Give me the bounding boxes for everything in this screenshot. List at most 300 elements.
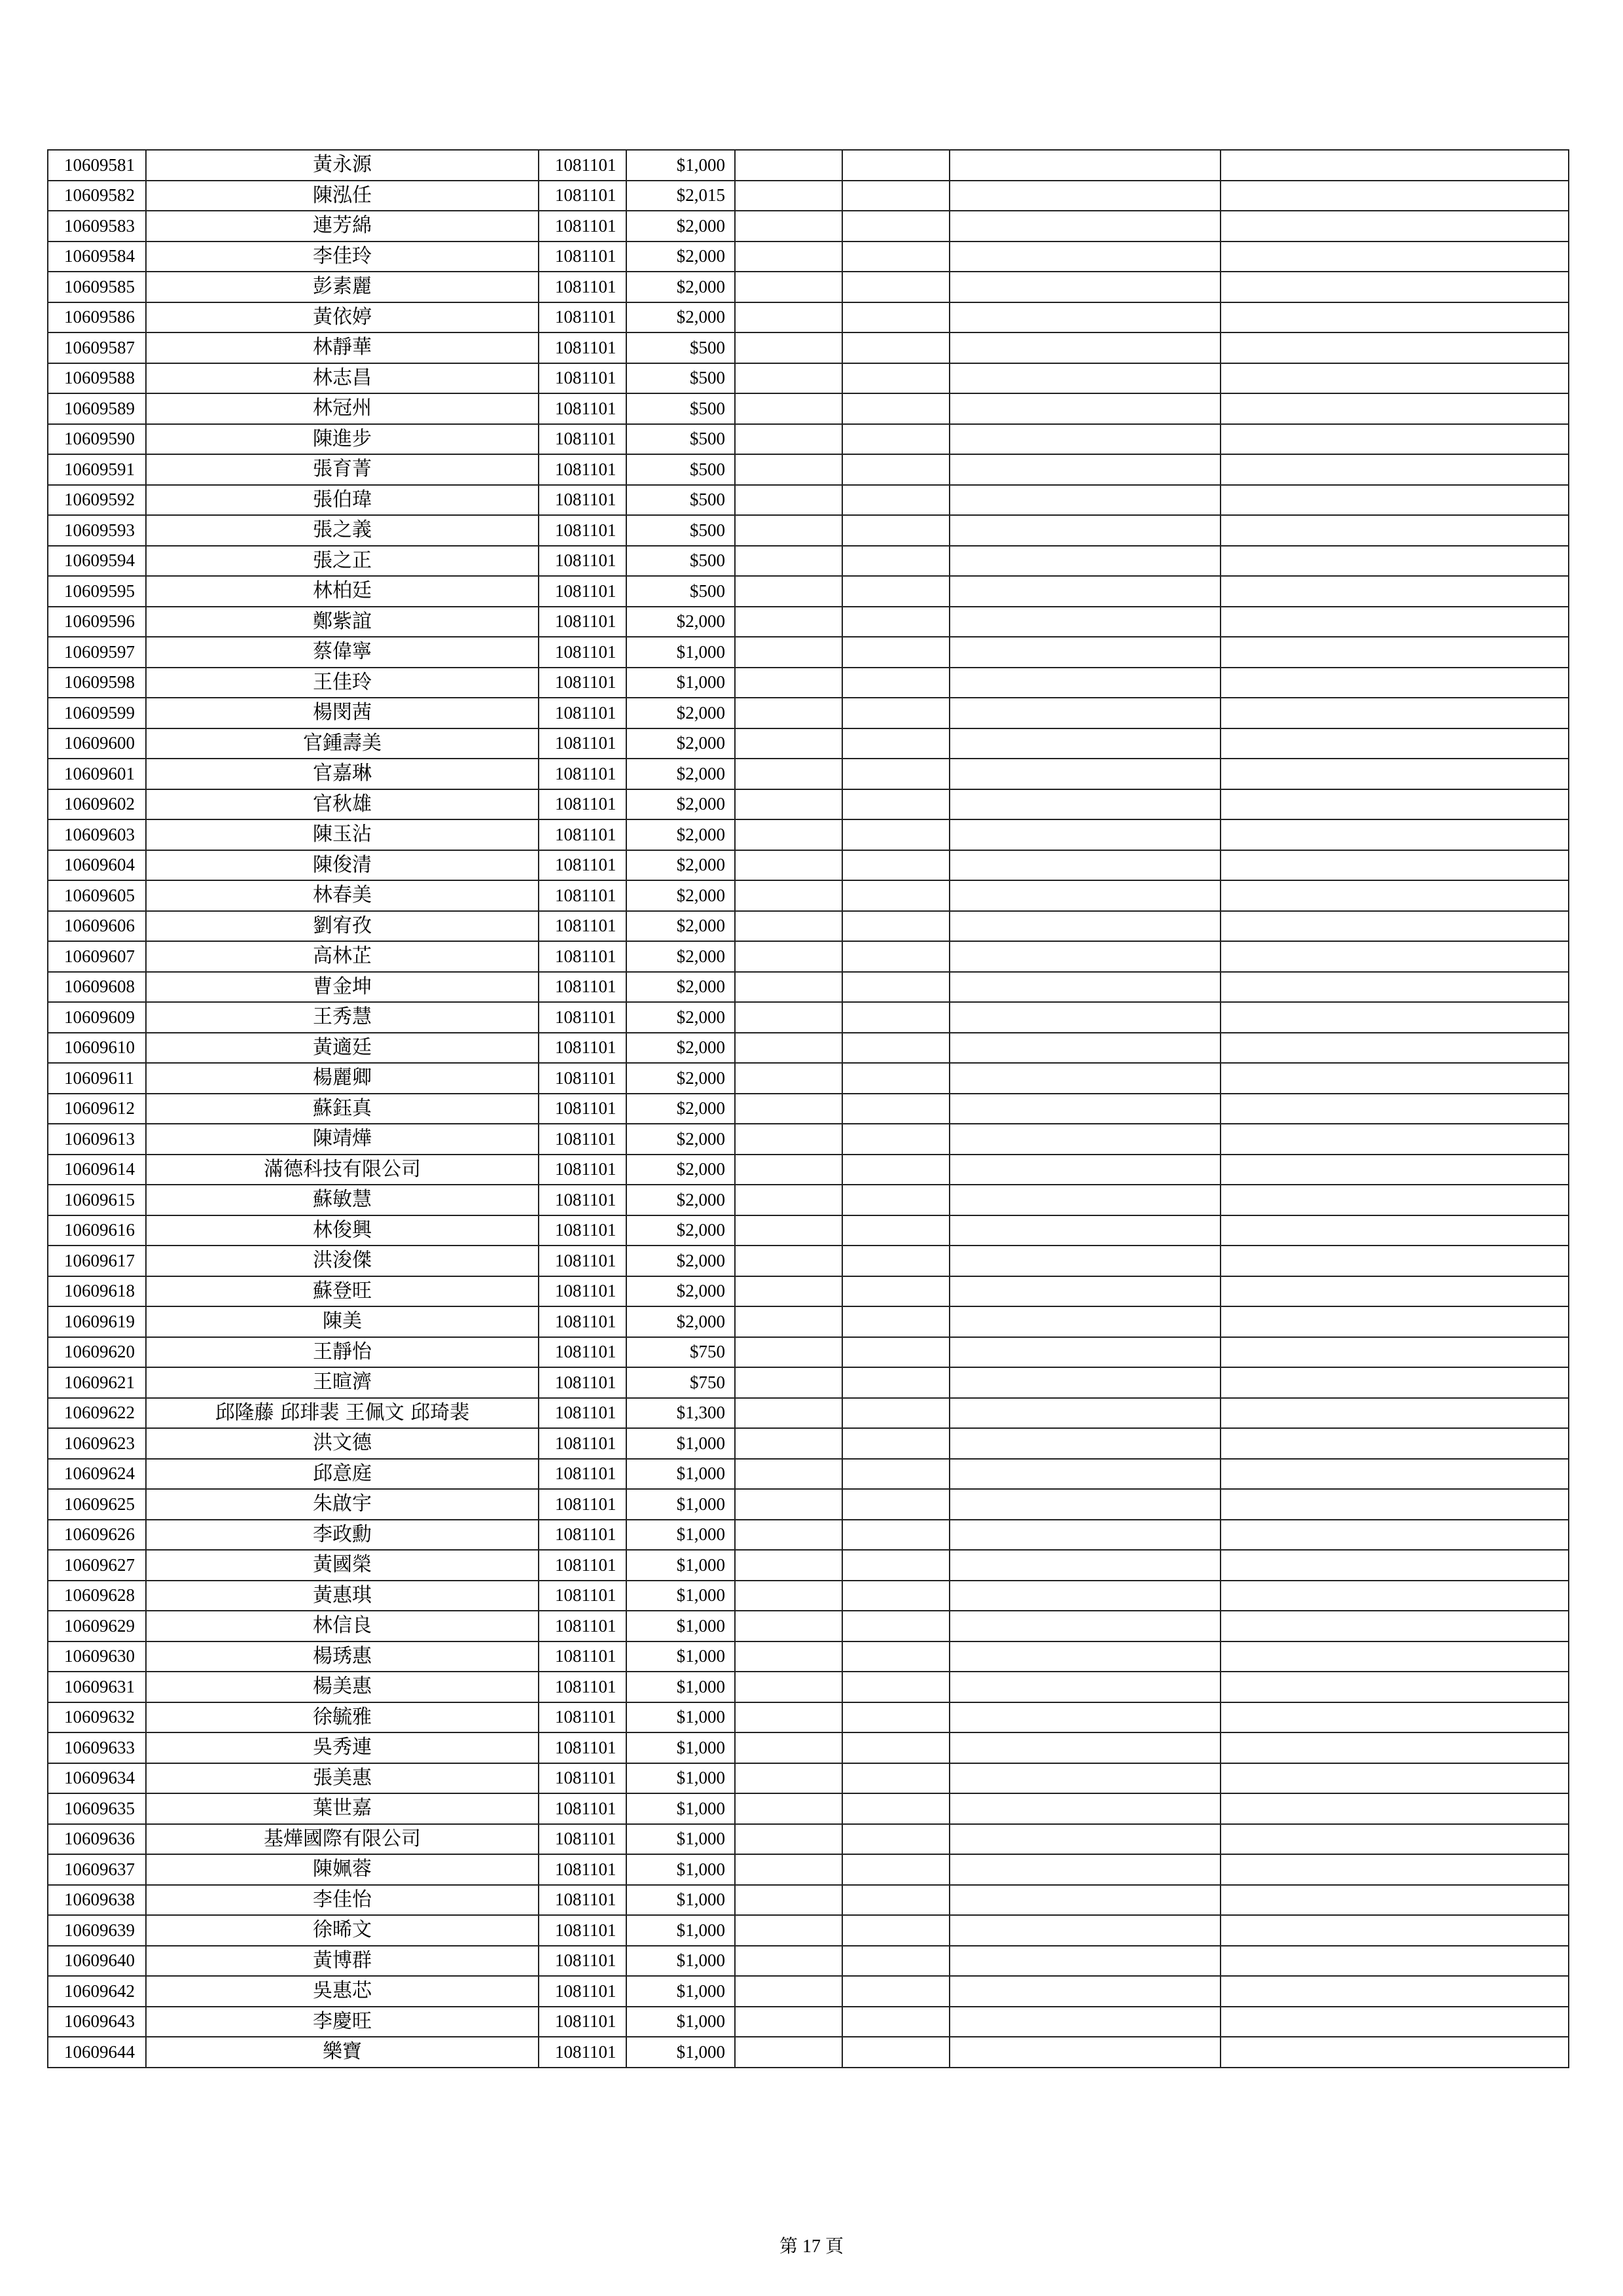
table-row bbox=[48, 637, 1569, 668]
amount-cell: $1,000 bbox=[626, 1520, 735, 1551]
empty-cell bbox=[842, 546, 950, 577]
donor-name-cell: 高林芷 bbox=[146, 941, 539, 972]
empty-cell bbox=[842, 1276, 950, 1307]
empty-cell bbox=[950, 668, 1221, 698]
empty-cell bbox=[950, 637, 1221, 668]
receipt-number-cell: 10609619 bbox=[48, 1306, 146, 1337]
amount-cell: $2,000 bbox=[626, 1185, 735, 1215]
receipt-number-cell: 10609626 bbox=[48, 1520, 146, 1551]
date-cell: 1081101 bbox=[539, 1276, 626, 1307]
empty-cell bbox=[842, 941, 950, 972]
empty-cell bbox=[1221, 332, 1569, 363]
donor-name-cell: 官秋雄 bbox=[146, 789, 539, 820]
empty-cell bbox=[842, 1063, 950, 1094]
empty-cell bbox=[1221, 1337, 1569, 1368]
donor-name-cell: 劉宥孜 bbox=[146, 911, 539, 942]
empty-cell bbox=[950, 1002, 1221, 1033]
receipt-number-cell: 10609590 bbox=[48, 424, 146, 455]
empty-cell bbox=[842, 759, 950, 789]
donor-name-cell: 陳玉沾 bbox=[146, 819, 539, 850]
empty-cell bbox=[842, 454, 950, 485]
table-row bbox=[48, 1398, 1569, 1429]
empty-cell bbox=[735, 211, 842, 242]
empty-cell bbox=[735, 576, 842, 607]
empty-cell bbox=[842, 1124, 950, 1155]
empty-cell bbox=[950, 1581, 1221, 1611]
empty-cell bbox=[735, 728, 842, 759]
table-row bbox=[48, 546, 1569, 577]
donor-name-cell: 張之義 bbox=[146, 515, 539, 546]
donor-name-cell: 張之正 bbox=[146, 546, 539, 577]
empty-cell bbox=[950, 576, 1221, 607]
amount-cell: $2,000 bbox=[626, 1124, 735, 1155]
empty-cell bbox=[842, 485, 950, 516]
table-row bbox=[48, 393, 1569, 424]
empty-cell bbox=[735, 607, 842, 637]
empty-cell bbox=[950, 1611, 1221, 1641]
date-cell: 1081101 bbox=[539, 637, 626, 668]
table-row bbox=[48, 607, 1569, 637]
amount-cell: $1,000 bbox=[626, 1732, 735, 1763]
empty-cell bbox=[950, 546, 1221, 577]
empty-cell bbox=[1221, 1489, 1569, 1520]
receipt-number-cell: 10609605 bbox=[48, 880, 146, 911]
donor-name-cell: 王暄濟 bbox=[146, 1367, 539, 1398]
date-cell: 1081101 bbox=[539, 1976, 626, 2007]
empty-cell bbox=[735, 911, 842, 942]
date-cell: 1081101 bbox=[539, 1398, 626, 1429]
amount-cell: $1,000 bbox=[626, 1976, 735, 2007]
empty-cell bbox=[735, 1732, 842, 1763]
empty-cell bbox=[842, 2037, 950, 2068]
empty-cell bbox=[735, 972, 842, 1003]
empty-cell bbox=[950, 302, 1221, 333]
amount-cell: $1,000 bbox=[626, 1946, 735, 1977]
empty-cell bbox=[1221, 972, 1569, 1003]
empty-cell bbox=[735, 2037, 842, 2068]
empty-cell bbox=[842, 698, 950, 728]
empty-cell bbox=[1221, 1915, 1569, 1946]
empty-cell bbox=[1221, 150, 1569, 181]
empty-cell bbox=[1221, 1854, 1569, 1885]
donor-name-cell: 林冠州 bbox=[146, 393, 539, 424]
empty-cell bbox=[950, 1672, 1221, 1702]
empty-cell bbox=[842, 1763, 950, 1794]
date-cell: 1081101 bbox=[539, 515, 626, 546]
empty-cell bbox=[735, 1337, 842, 1368]
empty-cell bbox=[735, 1763, 842, 1794]
empty-cell bbox=[735, 1641, 842, 1672]
amount-cell: $750 bbox=[626, 1337, 735, 1368]
empty-cell bbox=[1221, 1033, 1569, 1064]
table-row bbox=[48, 1459, 1569, 1490]
donor-name-cell: 蘇登旺 bbox=[146, 1276, 539, 1307]
empty-cell bbox=[1221, 272, 1569, 302]
date-cell: 1081101 bbox=[539, 1185, 626, 1215]
amount-cell: $1,000 bbox=[626, 1854, 735, 1885]
empty-cell bbox=[1221, 363, 1569, 394]
empty-cell bbox=[1221, 1155, 1569, 1185]
empty-cell bbox=[1221, 728, 1569, 759]
empty-cell bbox=[950, 1063, 1221, 1094]
table-row bbox=[48, 332, 1569, 363]
empty-cell bbox=[1221, 1672, 1569, 1702]
empty-cell bbox=[950, 2007, 1221, 2037]
table-row bbox=[48, 1276, 1569, 1307]
amount-cell: $1,000 bbox=[626, 2007, 735, 2037]
receipt-number-cell: 10609599 bbox=[48, 698, 146, 728]
empty-cell bbox=[1221, 789, 1569, 820]
empty-cell bbox=[950, 1946, 1221, 1977]
donor-name-cell: 官鍾壽美 bbox=[146, 728, 539, 759]
empty-cell bbox=[842, 181, 950, 211]
receipt-number-cell: 10609589 bbox=[48, 393, 146, 424]
table-row bbox=[48, 759, 1569, 789]
receipt-number-cell: 10609615 bbox=[48, 1185, 146, 1215]
table-row bbox=[48, 911, 1569, 942]
date-cell: 1081101 bbox=[539, 2037, 626, 2068]
empty-cell bbox=[950, 1155, 1221, 1185]
empty-cell bbox=[1221, 515, 1569, 546]
donor-name-cell: 張育菁 bbox=[146, 454, 539, 485]
receipt-number-cell: 10609600 bbox=[48, 728, 146, 759]
empty-cell bbox=[735, 1793, 842, 1824]
empty-cell bbox=[1221, 911, 1569, 942]
empty-cell bbox=[950, 424, 1221, 455]
empty-cell bbox=[1221, 546, 1569, 577]
empty-cell bbox=[842, 424, 950, 455]
receipt-number-cell: 10609612 bbox=[48, 1094, 146, 1124]
empty-cell bbox=[735, 1215, 842, 1246]
empty-cell bbox=[950, 1428, 1221, 1459]
donor-name-cell: 王秀慧 bbox=[146, 1002, 539, 1033]
empty-cell bbox=[735, 1094, 842, 1124]
amount-cell: $500 bbox=[626, 546, 735, 577]
receipt-number-cell: 10609588 bbox=[48, 363, 146, 394]
empty-cell bbox=[842, 1885, 950, 1916]
empty-cell bbox=[1221, 1520, 1569, 1551]
receipt-number-cell: 10609581 bbox=[48, 150, 146, 181]
empty-cell bbox=[842, 1428, 950, 1459]
amount-cell: $2,000 bbox=[626, 302, 735, 333]
empty-cell bbox=[842, 1398, 950, 1429]
date-cell: 1081101 bbox=[539, 1367, 626, 1398]
receipt-number-cell: 10609607 bbox=[48, 941, 146, 972]
date-cell: 1081101 bbox=[539, 1002, 626, 1033]
empty-cell bbox=[1221, 668, 1569, 698]
receipt-number-cell: 10609616 bbox=[48, 1215, 146, 1246]
empty-cell bbox=[842, 819, 950, 850]
receipt-number-cell: 10609635 bbox=[48, 1793, 146, 1824]
amount-cell: $1,000 bbox=[626, 1672, 735, 1702]
receipt-number-cell: 10609611 bbox=[48, 1063, 146, 1094]
receipt-number-cell: 10609624 bbox=[48, 1459, 146, 1490]
empty-cell bbox=[842, 1854, 950, 1885]
date-cell: 1081101 bbox=[539, 454, 626, 485]
empty-cell bbox=[950, 1885, 1221, 1916]
empty-cell bbox=[735, 789, 842, 820]
empty-cell bbox=[950, 850, 1221, 881]
empty-cell bbox=[842, 668, 950, 698]
amount-cell: $1,000 bbox=[626, 1550, 735, 1581]
donor-name-cell: 黃依婷 bbox=[146, 302, 539, 333]
empty-cell bbox=[950, 1824, 1221, 1855]
empty-cell bbox=[950, 1641, 1221, 1672]
empty-cell bbox=[842, 1002, 950, 1033]
table-row bbox=[48, 1641, 1569, 1672]
empty-cell bbox=[950, 1459, 1221, 1490]
receipt-number-cell: 10609620 bbox=[48, 1337, 146, 1368]
empty-cell bbox=[735, 1063, 842, 1094]
empty-cell bbox=[950, 607, 1221, 637]
amount-cell: $2,000 bbox=[626, 911, 735, 942]
empty-cell bbox=[842, 728, 950, 759]
empty-cell bbox=[1221, 1946, 1569, 1977]
receipt-number-cell: 10609606 bbox=[48, 911, 146, 942]
amount-cell: $2,000 bbox=[626, 1002, 735, 1033]
empty-cell bbox=[735, 1033, 842, 1064]
empty-cell bbox=[950, 332, 1221, 363]
date-cell: 1081101 bbox=[539, 1824, 626, 1855]
date-cell: 1081101 bbox=[539, 1885, 626, 1916]
empty-cell bbox=[735, 1246, 842, 1276]
empty-cell bbox=[1221, 1976, 1569, 2007]
receipt-number-cell: 10609584 bbox=[48, 242, 146, 272]
donor-name-cell: 林靜華 bbox=[146, 332, 539, 363]
date-cell: 1081101 bbox=[539, 1854, 626, 1885]
empty-cell bbox=[842, 393, 950, 424]
empty-cell bbox=[735, 1367, 842, 1398]
date-cell: 1081101 bbox=[539, 302, 626, 333]
receipt-number-cell: 10609608 bbox=[48, 972, 146, 1003]
empty-cell bbox=[950, 363, 1221, 394]
table-row bbox=[48, 272, 1569, 302]
amount-cell: $2,000 bbox=[626, 728, 735, 759]
donor-name-cell: 朱啟宇 bbox=[146, 1489, 539, 1520]
table-row bbox=[48, 1854, 1569, 1885]
donor-name-cell: 樂寶 bbox=[146, 2037, 539, 2068]
empty-cell bbox=[950, 698, 1221, 728]
empty-cell bbox=[1221, 1002, 1569, 1033]
receipt-number-cell: 10609637 bbox=[48, 1854, 146, 1885]
donor-name-cell: 王佳玲 bbox=[146, 668, 539, 698]
empty-cell bbox=[1221, 941, 1569, 972]
empty-cell bbox=[1221, 698, 1569, 728]
donor-name-cell: 陳姵蓉 bbox=[146, 1854, 539, 1885]
empty-cell bbox=[950, 1732, 1221, 1763]
empty-cell bbox=[842, 789, 950, 820]
amount-cell: $500 bbox=[626, 485, 735, 516]
receipt-number-cell: 10609585 bbox=[48, 272, 146, 302]
empty-cell bbox=[950, 2037, 1221, 2068]
empty-cell bbox=[842, 1155, 950, 1185]
empty-cell bbox=[1221, 485, 1569, 516]
donor-name-cell: 蘇敏慧 bbox=[146, 1185, 539, 1215]
empty-cell bbox=[1221, 1215, 1569, 1246]
table-row bbox=[48, 515, 1569, 546]
date-cell: 1081101 bbox=[539, 1550, 626, 1581]
date-cell: 1081101 bbox=[539, 1033, 626, 1064]
amount-cell: $1,000 bbox=[626, 1702, 735, 1733]
date-cell: 1081101 bbox=[539, 1763, 626, 1794]
donor-name-cell: 連芳綿 bbox=[146, 211, 539, 242]
empty-cell bbox=[735, 515, 842, 546]
empty-cell bbox=[842, 1185, 950, 1215]
amount-cell: $2,015 bbox=[626, 181, 735, 211]
date-cell: 1081101 bbox=[539, 698, 626, 728]
empty-cell bbox=[735, 819, 842, 850]
empty-cell bbox=[842, 850, 950, 881]
date-cell: 1081101 bbox=[539, 911, 626, 942]
empty-cell bbox=[950, 181, 1221, 211]
empty-cell bbox=[950, 1337, 1221, 1368]
receipt-number-cell: 10609633 bbox=[48, 1732, 146, 1763]
empty-cell bbox=[735, 1915, 842, 1946]
date-cell: 1081101 bbox=[539, 546, 626, 577]
receipt-number-cell: 10609593 bbox=[48, 515, 146, 546]
donor-name-cell: 邱隆藤 邱琲裴 王佩文 邱琦裴 bbox=[146, 1398, 539, 1429]
amount-cell: $500 bbox=[626, 576, 735, 607]
table-row bbox=[48, 1550, 1569, 1581]
date-cell: 1081101 bbox=[539, 1520, 626, 1551]
receipt-number-cell: 10609592 bbox=[48, 485, 146, 516]
receipt-number-cell: 10609587 bbox=[48, 332, 146, 363]
date-cell: 1081101 bbox=[539, 607, 626, 637]
receipt-number-cell: 10609618 bbox=[48, 1276, 146, 1307]
empty-cell bbox=[950, 1124, 1221, 1155]
donor-name-cell: 林春美 bbox=[146, 880, 539, 911]
donor-name-cell: 邱意庭 bbox=[146, 1459, 539, 1490]
empty-cell bbox=[950, 1702, 1221, 1733]
donor-name-cell: 張伯瑋 bbox=[146, 485, 539, 516]
donor-name-cell: 官嘉琳 bbox=[146, 759, 539, 789]
empty-cell bbox=[842, 1094, 950, 1124]
receipt-number-cell: 10609604 bbox=[48, 850, 146, 881]
empty-cell bbox=[735, 150, 842, 181]
empty-cell bbox=[1221, 302, 1569, 333]
empty-cell bbox=[950, 1246, 1221, 1276]
donor-name-cell: 曹金坤 bbox=[146, 972, 539, 1003]
table-row bbox=[48, 242, 1569, 272]
table-row bbox=[48, 1155, 1569, 1185]
donor-name-cell: 徐毓雅 bbox=[146, 1702, 539, 1733]
table-row bbox=[48, 1002, 1569, 1033]
receipt-number-cell: 10609628 bbox=[48, 1581, 146, 1611]
empty-cell bbox=[1221, 1428, 1569, 1459]
empty-cell bbox=[735, 424, 842, 455]
empty-cell bbox=[950, 242, 1221, 272]
donor-name-cell: 陳進步 bbox=[146, 424, 539, 455]
table-row bbox=[48, 1885, 1569, 1916]
empty-cell bbox=[735, 1702, 842, 1733]
amount-cell: $2,000 bbox=[626, 1094, 735, 1124]
empty-cell bbox=[950, 1976, 1221, 2007]
amount-cell: $2,000 bbox=[626, 972, 735, 1003]
date-cell: 1081101 bbox=[539, 668, 626, 698]
table-row bbox=[48, 1824, 1569, 1855]
empty-cell bbox=[950, 759, 1221, 789]
donor-name-cell: 蔡偉寧 bbox=[146, 637, 539, 668]
empty-cell bbox=[1221, 1276, 1569, 1307]
empty-cell bbox=[735, 302, 842, 333]
empty-cell bbox=[842, 1793, 950, 1824]
amount-cell: $1,000 bbox=[626, 1611, 735, 1641]
empty-cell bbox=[842, 880, 950, 911]
empty-cell bbox=[735, 181, 842, 211]
empty-cell bbox=[950, 941, 1221, 972]
empty-cell bbox=[735, 759, 842, 789]
donor-name-cell: 陳俊清 bbox=[146, 850, 539, 881]
date-cell: 1081101 bbox=[539, 1094, 626, 1124]
donor-name-cell: 黃永源 bbox=[146, 150, 539, 181]
table-row bbox=[48, 1732, 1569, 1763]
receipt-number-cell: 10609622 bbox=[48, 1398, 146, 1429]
empty-cell bbox=[735, 485, 842, 516]
date-cell: 1081101 bbox=[539, 1732, 626, 1763]
empty-cell bbox=[735, 698, 842, 728]
receipt-number-cell: 10609644 bbox=[48, 2037, 146, 2068]
empty-cell bbox=[1221, 1824, 1569, 1855]
table-row bbox=[48, 1337, 1569, 1368]
table-row bbox=[48, 1793, 1569, 1824]
empty-cell bbox=[950, 272, 1221, 302]
empty-cell bbox=[735, 850, 842, 881]
empty-cell bbox=[842, 332, 950, 363]
empty-cell bbox=[950, 150, 1221, 181]
empty-cell bbox=[842, 1611, 950, 1641]
empty-cell bbox=[1221, 1763, 1569, 1794]
empty-cell bbox=[1221, 1246, 1569, 1276]
receipt-number-cell: 10609625 bbox=[48, 1489, 146, 1520]
empty-cell bbox=[1221, 819, 1569, 850]
empty-cell bbox=[842, 2007, 950, 2037]
table-row bbox=[48, 424, 1569, 455]
date-cell: 1081101 bbox=[539, 1793, 626, 1824]
empty-cell bbox=[735, 1581, 842, 1611]
empty-cell bbox=[735, 1459, 842, 1490]
donor-name-cell: 鄭紫誼 bbox=[146, 607, 539, 637]
empty-cell bbox=[950, 1793, 1221, 1824]
donor-name-cell: 李佳玲 bbox=[146, 242, 539, 272]
empty-cell bbox=[950, 972, 1221, 1003]
empty-cell bbox=[1221, 1094, 1569, 1124]
receipt-number-cell: 10609583 bbox=[48, 211, 146, 242]
empty-cell bbox=[735, 1185, 842, 1215]
amount-cell: $1,000 bbox=[626, 1581, 735, 1611]
date-cell: 1081101 bbox=[539, 150, 626, 181]
donor-name-cell: 楊美惠 bbox=[146, 1672, 539, 1702]
empty-cell bbox=[842, 1215, 950, 1246]
table-row bbox=[48, 1581, 1569, 1611]
amount-cell: $500 bbox=[626, 363, 735, 394]
empty-cell bbox=[1221, 1124, 1569, 1155]
amount-cell: $2,000 bbox=[626, 607, 735, 637]
empty-cell bbox=[735, 1002, 842, 1033]
table-row bbox=[48, 1367, 1569, 1398]
receipt-number-cell: 10609642 bbox=[48, 1976, 146, 2007]
empty-cell bbox=[1221, 1702, 1569, 1733]
empty-cell bbox=[842, 211, 950, 242]
empty-cell bbox=[842, 150, 950, 181]
receipt-number-cell: 10609603 bbox=[48, 819, 146, 850]
table-row bbox=[48, 1763, 1569, 1794]
table-row bbox=[48, 1306, 1569, 1337]
receipt-number-cell: 10609636 bbox=[48, 1824, 146, 1855]
date-cell: 1081101 bbox=[539, 1155, 626, 1185]
table-row bbox=[48, 850, 1569, 881]
amount-cell: $500 bbox=[626, 454, 735, 485]
receipt-number-cell: 10609609 bbox=[48, 1002, 146, 1033]
